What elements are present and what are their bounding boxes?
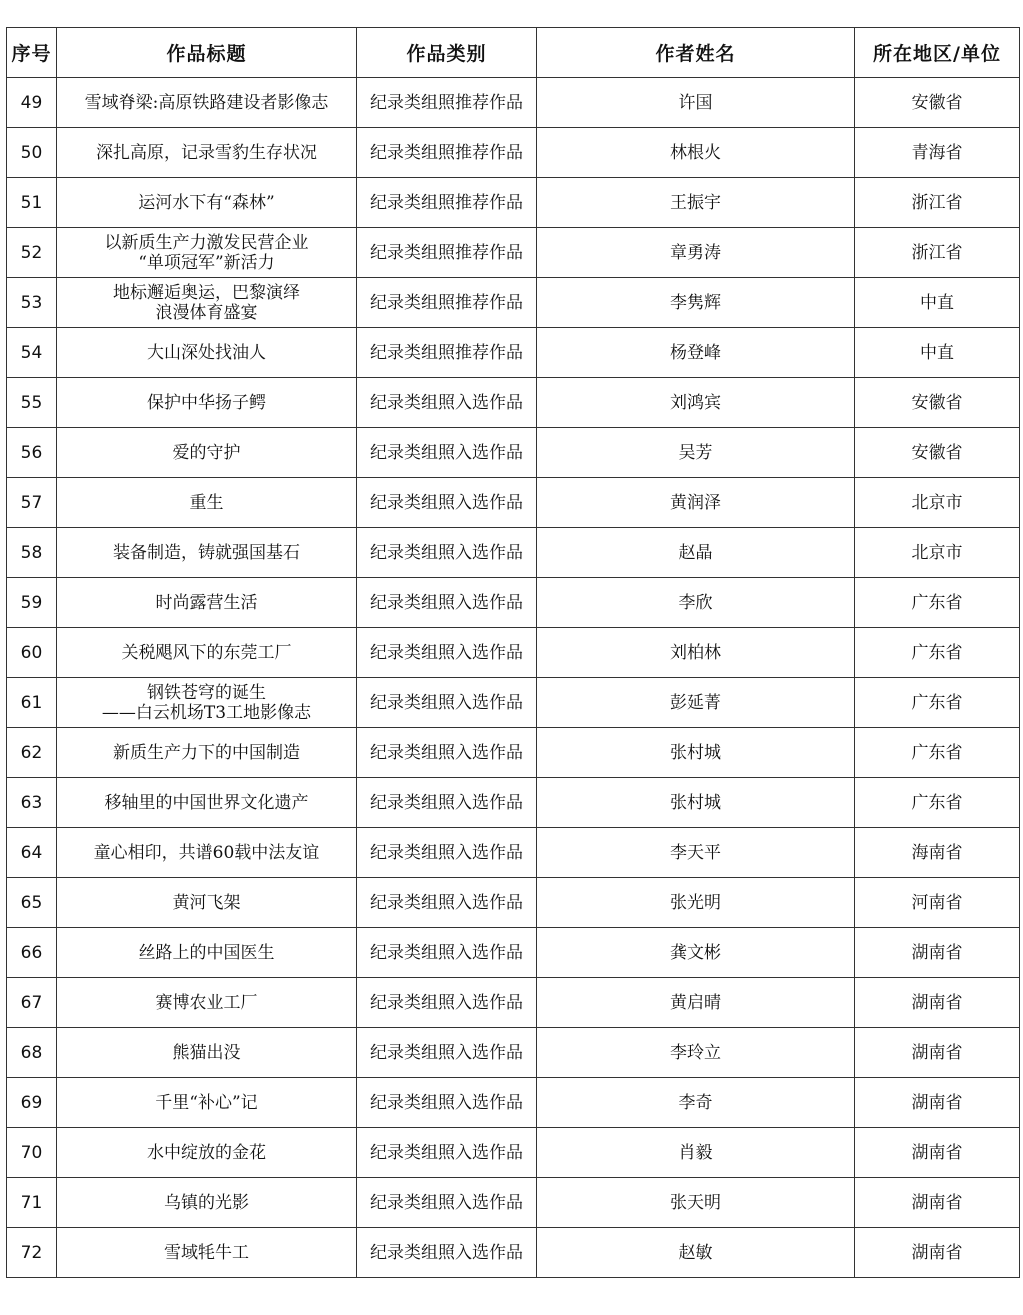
cell-region: 湖南省 xyxy=(855,1028,1020,1078)
cell-title: 重生 xyxy=(57,478,357,528)
cell-category: 纪录类组照入选作品 xyxy=(357,678,537,728)
cell-index: 50 xyxy=(7,128,57,178)
cell-title: 水中绽放的金花 xyxy=(57,1128,357,1178)
cell-title: 关税飓风下的东莞工厂 xyxy=(57,628,357,678)
header-region: 所在地区/单位 xyxy=(855,28,1020,78)
cell-category: 纪录类组照入选作品 xyxy=(357,1128,537,1178)
cell-category: 纪录类组照入选作品 xyxy=(357,828,537,878)
table-row xyxy=(7,1128,1020,1178)
header-title: 作品标题 xyxy=(57,28,357,78)
cell-region: 安徽省 xyxy=(855,428,1020,478)
cell-title: 丝路上的中国医生 xyxy=(57,928,357,978)
table-row xyxy=(7,728,1020,778)
cell-category: 纪录类组照入选作品 xyxy=(357,1078,537,1128)
cell-category: 纪录类组照入选作品 xyxy=(357,778,537,828)
cell-index: 55 xyxy=(7,378,57,428)
cell-region: 广东省 xyxy=(855,778,1020,828)
cell-index: 54 xyxy=(7,328,57,378)
cell-author: 刘鸿宾 xyxy=(537,378,855,428)
cell-category: 纪录类组照入选作品 xyxy=(357,578,537,628)
cell-author: 杨登峰 xyxy=(537,328,855,378)
table-row xyxy=(7,978,1020,1028)
cell-category: 纪录类组照入选作品 xyxy=(357,878,537,928)
cell-title: 乌镇的光影 xyxy=(57,1178,357,1228)
table-row xyxy=(7,228,1020,278)
cell-region: 中直 xyxy=(855,328,1020,378)
cell-author: 吴芳 xyxy=(537,428,855,478)
table-row xyxy=(7,428,1020,478)
cell-category: 纪录类组照入选作品 xyxy=(357,478,537,528)
cell-author: 张光明 xyxy=(537,878,855,928)
table-row xyxy=(7,1078,1020,1128)
table-row xyxy=(7,378,1020,428)
cell-index: 68 xyxy=(7,1028,57,1078)
cell-author: 林根火 xyxy=(537,128,855,178)
cell-title: 雪域牦牛工 xyxy=(57,1228,357,1278)
header-category: 作品类别 xyxy=(357,28,537,78)
cell-index: 71 xyxy=(7,1178,57,1228)
cell-title: 雪域脊梁:高原铁路建设者影像志 xyxy=(57,78,357,128)
cell-index: 63 xyxy=(7,778,57,828)
cell-title: 移轴里的中国世界文化遗产 xyxy=(57,778,357,828)
table-row xyxy=(7,1228,1020,1278)
cell-category: 纪录类组照入选作品 xyxy=(357,628,537,678)
cell-region: 湖南省 xyxy=(855,1078,1020,1128)
cell-title: 大山深处找油人 xyxy=(57,328,357,378)
cell-region: 广东省 xyxy=(855,678,1020,728)
cell-title: 黄河飞架 xyxy=(57,878,357,928)
table-row xyxy=(7,1028,1020,1078)
cell-title: 爱的守护 xyxy=(57,428,357,478)
cell-category: 纪录类组照入选作品 xyxy=(357,728,537,778)
cell-index: 67 xyxy=(7,978,57,1028)
cell-title: 保护中华扬子鳄 xyxy=(57,378,357,428)
cell-region: 湖南省 xyxy=(855,1128,1020,1178)
cell-title: 运河水下有“森林” xyxy=(57,178,357,228)
cell-author: 李奇 xyxy=(537,1078,855,1128)
cell-title: 装备制造，铸就强国基石 xyxy=(57,528,357,578)
table-body xyxy=(7,78,1020,1278)
table-row xyxy=(7,928,1020,978)
cell-index: 64 xyxy=(7,828,57,878)
table-row xyxy=(7,578,1020,628)
cell-title: 熊猫出没 xyxy=(57,1028,357,1078)
cell-index: 56 xyxy=(7,428,57,478)
cell-region: 湖南省 xyxy=(855,1228,1020,1278)
table-row xyxy=(7,628,1020,678)
cell-author: 章勇涛 xyxy=(537,228,855,278)
cell-category: 纪录类组照入选作品 xyxy=(357,978,537,1028)
cell-index: 49 xyxy=(7,78,57,128)
cell-category: 纪录类组照入选作品 xyxy=(357,1228,537,1278)
cell-index: 59 xyxy=(7,578,57,628)
cell-region: 中直 xyxy=(855,278,1020,328)
cell-index: 70 xyxy=(7,1128,57,1178)
cell-author: 李欣 xyxy=(537,578,855,628)
table-row xyxy=(7,178,1020,228)
cell-index: 53 xyxy=(7,278,57,328)
table-row xyxy=(7,828,1020,878)
cell-title: 地标邂逅奥运，巴黎演绎 浪漫体育盛宴 xyxy=(57,278,357,328)
cell-title: 以新质生产力激发民营企业 “单项冠军”新活力 xyxy=(57,228,357,278)
cell-index: 60 xyxy=(7,628,57,678)
table-row xyxy=(7,778,1020,828)
cell-author: 黄润泽 xyxy=(537,478,855,528)
cell-category: 纪录类组照入选作品 xyxy=(357,428,537,478)
cell-title: 钢铁苍穹的诞生 ——白云机场T3工地影像志 xyxy=(57,678,357,728)
table-row xyxy=(7,78,1020,128)
cell-title: 赛博农业工厂 xyxy=(57,978,357,1028)
cell-author: 李隽辉 xyxy=(537,278,855,328)
cell-region: 安徽省 xyxy=(855,78,1020,128)
cell-category: 纪录类组照入选作品 xyxy=(357,928,537,978)
cell-author: 王振宇 xyxy=(537,178,855,228)
cell-category: 纪录类组照推荐作品 xyxy=(357,228,537,278)
cell-title: 新质生产力下的中国制造 xyxy=(57,728,357,778)
cell-index: 72 xyxy=(7,1228,57,1278)
table-row xyxy=(7,528,1020,578)
cell-author: 彭延菁 xyxy=(537,678,855,728)
table-row xyxy=(7,328,1020,378)
cell-region: 河南省 xyxy=(855,878,1020,928)
cell-index: 61 xyxy=(7,678,57,728)
cell-index: 57 xyxy=(7,478,57,528)
cell-region: 安徽省 xyxy=(855,378,1020,428)
cell-region: 海南省 xyxy=(855,828,1020,878)
table-row xyxy=(7,1178,1020,1228)
table-row xyxy=(7,678,1020,728)
cell-author: 赵晶 xyxy=(537,528,855,578)
header-index: 序号 xyxy=(7,28,57,78)
table-row xyxy=(7,128,1020,178)
cell-region: 湖南省 xyxy=(855,1178,1020,1228)
cell-region: 广东省 xyxy=(855,628,1020,678)
cell-region: 湖南省 xyxy=(855,978,1020,1028)
cell-region: 浙江省 xyxy=(855,228,1020,278)
cell-index: 69 xyxy=(7,1078,57,1128)
cell-author: 张村城 xyxy=(537,728,855,778)
cell-region: 青海省 xyxy=(855,128,1020,178)
cell-author: 龚文彬 xyxy=(537,928,855,978)
cell-title: 深扎高原，记录雪豹生存状况 xyxy=(57,128,357,178)
table-row xyxy=(7,878,1020,928)
cell-category: 纪录类组照推荐作品 xyxy=(357,128,537,178)
cell-index: 58 xyxy=(7,528,57,578)
table-row xyxy=(7,278,1020,328)
cell-author: 张村城 xyxy=(537,778,855,828)
cell-region: 北京市 xyxy=(855,478,1020,528)
cell-category: 纪录类组照入选作品 xyxy=(357,528,537,578)
header-row xyxy=(7,28,1020,78)
cell-region: 湖南省 xyxy=(855,928,1020,978)
cell-category: 纪录类组照入选作品 xyxy=(357,378,537,428)
cell-region: 广东省 xyxy=(855,728,1020,778)
cell-category: 纪录类组照推荐作品 xyxy=(357,328,537,378)
cell-category: 纪录类组照入选作品 xyxy=(357,1178,537,1228)
header-author: 作者姓名 xyxy=(537,28,855,78)
cell-category: 纪录类组照入选作品 xyxy=(357,1028,537,1078)
cell-author: 赵敏 xyxy=(537,1228,855,1278)
cell-author: 黄启晴 xyxy=(537,978,855,1028)
cell-category: 纪录类组照推荐作品 xyxy=(357,78,537,128)
cell-author: 肖毅 xyxy=(537,1128,855,1178)
award-list-table xyxy=(6,27,1020,1278)
cell-category: 纪录类组照推荐作品 xyxy=(357,178,537,228)
table-row xyxy=(7,478,1020,528)
cell-author: 李玲立 xyxy=(537,1028,855,1078)
cell-region: 北京市 xyxy=(855,528,1020,578)
cell-category: 纪录类组照推荐作品 xyxy=(357,278,537,328)
cell-index: 52 xyxy=(7,228,57,278)
cell-title: 时尚露营生活 xyxy=(57,578,357,628)
cell-index: 62 xyxy=(7,728,57,778)
cell-title: 千里“补心”记 xyxy=(57,1078,357,1128)
cell-index: 51 xyxy=(7,178,57,228)
cell-region: 广东省 xyxy=(855,578,1020,628)
cell-author: 李天平 xyxy=(537,828,855,878)
cell-author: 许国 xyxy=(537,78,855,128)
cell-index: 66 xyxy=(7,928,57,978)
cell-title: 童心相印，共谱60载中法友谊 xyxy=(57,828,357,878)
cell-index: 65 xyxy=(7,878,57,928)
cell-region: 浙江省 xyxy=(855,178,1020,228)
table-header xyxy=(7,28,1020,78)
cell-author: 刘柏林 xyxy=(537,628,855,678)
cell-author: 张天明 xyxy=(537,1178,855,1228)
